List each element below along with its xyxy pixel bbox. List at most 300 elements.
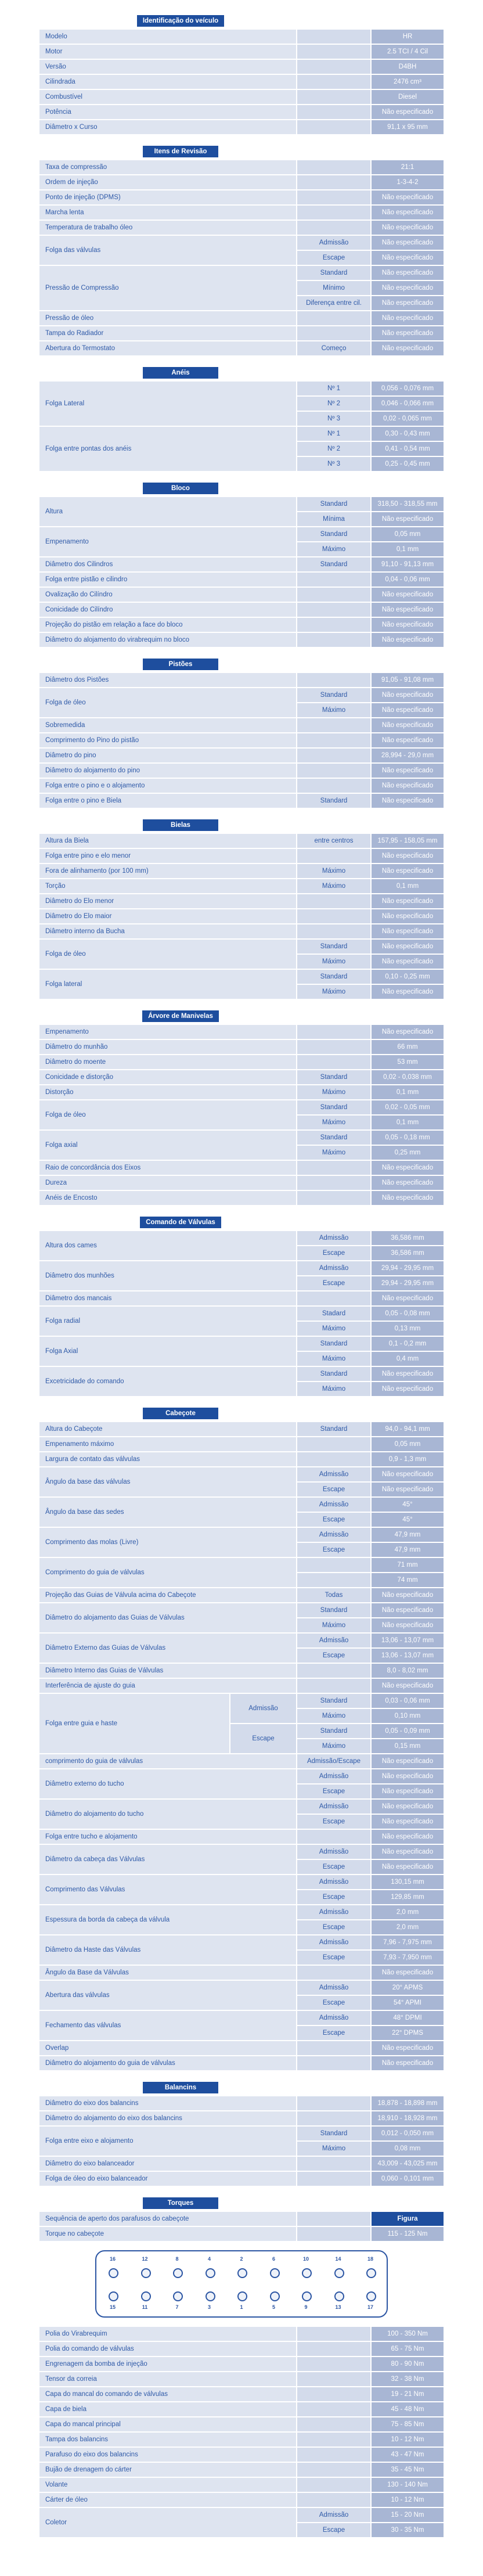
row-sublabel (297, 673, 370, 687)
row-label: Diâmetro x Curso (39, 120, 296, 134)
spec-row (39, 1131, 444, 1160)
row-value: 28,994 - 29,0 mm (372, 749, 444, 762)
row-value: 43 - 47 Nm (372, 2448, 444, 2462)
spec-row (39, 1769, 444, 1798)
row-value: Não especificado (372, 940, 444, 954)
spec-row (39, 1261, 444, 1290)
row-label: Diâmetro do eixo dos balancins (39, 2096, 296, 2110)
row-value: 0,046 - 0,066 mm (372, 397, 444, 411)
row-label: Folga entre pontas dos anéis (39, 427, 296, 471)
spec-subrow (297, 236, 444, 250)
row-value: 48° DPMI (372, 2011, 444, 2025)
spec-subrow (297, 749, 444, 762)
row-sublabel: Standard (297, 527, 370, 541)
spec-row (39, 1161, 444, 1175)
spec-row (39, 688, 444, 717)
row-label: Diâmetro do alojamento do virabrequim no bloco (39, 633, 296, 647)
spec-subrow (297, 326, 444, 340)
row-sublabel: Escape (297, 1785, 370, 1798)
row-sublabel (297, 764, 370, 778)
row-label: Diâmetro do eixo balanceador (39, 2157, 296, 2171)
spec-subrow (297, 2327, 444, 2341)
row-sublabel (297, 2327, 370, 2341)
row-value: Não especificado (372, 326, 444, 340)
spec-row (39, 2448, 444, 2462)
row-sublabel: Máximo (297, 985, 370, 999)
row-sublabel (297, 221, 370, 235)
row-label: Volante (39, 2478, 296, 2492)
row-sublabel: Standard (297, 266, 370, 280)
spec-subrow (297, 1845, 444, 1859)
spec-row (39, 326, 444, 340)
spec-row (39, 221, 444, 235)
spec-row (39, 2011, 444, 2040)
spec-row (39, 1754, 444, 1768)
row-value: Não especificado (372, 1800, 444, 1814)
spec-row (39, 749, 444, 762)
row-sublabel (297, 2111, 370, 2125)
row-value: Não especificado (372, 1769, 444, 1783)
row-sublabel (297, 1025, 370, 1039)
row-sublabel: Standard (297, 2127, 370, 2140)
spec-row (39, 849, 444, 863)
spec-subrow (297, 1890, 444, 1904)
spec-subrow (297, 1860, 444, 1874)
spec-row (39, 341, 444, 355)
row-value: 80 - 90 Nm (372, 2357, 444, 2371)
row-sublabel (297, 1573, 370, 1587)
row-sublabel: Standard (297, 497, 370, 511)
bolt-circle (237, 2291, 247, 2301)
spec-rows (39, 497, 444, 647)
row-value: 18,878 - 18,898 mm (372, 2096, 444, 2110)
row-label: Ângulo da base das válvulas (39, 1467, 296, 1496)
spec-subrow (297, 1382, 444, 1396)
bolt-circle (366, 2268, 376, 2278)
spec-subrow (297, 382, 444, 395)
spec-subrow (297, 703, 444, 717)
spec-row (39, 1367, 444, 1396)
spec-row (39, 1307, 444, 1336)
row-value: 0,012 - 0,050 mm (372, 2127, 444, 2140)
row-sublabel: Mínima (297, 512, 370, 526)
spec-row (39, 588, 444, 602)
spec-subrow (297, 2096, 444, 2110)
row-value: Não especificado (372, 311, 444, 325)
row-value: 75 - 85 Nm (372, 2417, 444, 2431)
spec-subrow (297, 909, 444, 923)
row-sublabel (297, 175, 370, 189)
row-sublabel (297, 1176, 370, 1190)
bolt-number: 5 (272, 2304, 275, 2310)
row-sublabel (297, 206, 370, 220)
row-value: 18,910 - 18,928 mm (372, 2111, 444, 2125)
bolt-circle (173, 2291, 183, 2301)
row-sublabel (297, 1679, 370, 1693)
spec-row (39, 1935, 444, 1965)
spec-rows (39, 1422, 444, 2070)
spec-subrow (297, 673, 444, 687)
row-value: 53 mm (372, 1055, 444, 1069)
row-value: 20° APMS (372, 1981, 444, 1995)
spec-row (39, 2327, 444, 2341)
row-label: Folga radial (39, 1307, 296, 1336)
row-value: 13,06 - 13,07 mm (372, 1649, 444, 1663)
row-label: Diâmetro do alojamento das Guias de Válvulas (39, 1603, 296, 1632)
spec-row (39, 1422, 444, 1436)
row-label: Folga das válvulas (39, 236, 296, 265)
row-label: Comprimento das molas (Livre) (39, 1528, 296, 1557)
row-label: Motor (39, 45, 296, 59)
row-sublabel: Escape (297, 1649, 370, 1663)
row-value: 0,25 mm (372, 1146, 444, 1160)
row-sublabel (297, 779, 370, 793)
spec-row (39, 1830, 444, 1844)
row-label: Anéis de Encosto (39, 1191, 296, 1205)
row-sublabel: Máximo (297, 1352, 370, 1366)
row-label: Polia do comando de válvulas (39, 2342, 296, 2356)
row-sublabel: Nº 3 (297, 457, 370, 471)
row-label: Folga entre tucho e alojamento (39, 1830, 296, 1844)
bolt-number: 7 (175, 2304, 179, 2310)
row-value: 10 - 12 Nm (372, 2433, 444, 2447)
row-sublabel: entre centros (297, 834, 370, 848)
row-label: Ângulo da Base da Válvulas (39, 1966, 296, 1980)
row-sublabel: Admissão (297, 1231, 370, 1245)
row-sublabel (297, 2227, 370, 2241)
section-header-wrap (39, 819, 322, 831)
row-sublabel: Standard (297, 970, 370, 984)
spec-subrow (297, 894, 444, 908)
spec-subrow (297, 1634, 444, 1647)
spec-row (39, 603, 444, 617)
row-sublabel (297, 2372, 370, 2386)
row-label: Comprimento das Válvulas (39, 1875, 296, 1904)
row-value: 0,08 mm (372, 2142, 444, 2156)
spec-row (39, 2372, 444, 2386)
row-value: Não especificado (372, 603, 444, 617)
spec-row (39, 2157, 444, 2171)
row-label: Folga entre pino e elo menor (39, 849, 296, 863)
spec-row (39, 2508, 444, 2537)
spec-row (39, 1603, 444, 1632)
row-value: 0,05 - 0,08 mm (372, 1307, 444, 1321)
section-header: Identificação do veículo (137, 15, 224, 27)
row-label: Folga Lateral (39, 382, 296, 426)
row-sublabel: Escape (297, 1483, 370, 1496)
spec-subrow (297, 1176, 444, 1190)
spec-subrow (297, 1146, 444, 1160)
spec-row (39, 2433, 444, 2447)
spec-subrow (297, 1040, 444, 1054)
bolt-number: 2 (240, 2256, 243, 2262)
row-value: 74 mm (372, 1573, 444, 1587)
spec-row (39, 2463, 444, 2477)
row-sublabel (297, 749, 370, 762)
row-value: 129,85 mm (372, 1890, 444, 1904)
spec-row (39, 382, 444, 426)
section-header-wrap (39, 2197, 322, 2209)
row-sublabel (297, 2041, 370, 2055)
row-sublabel (297, 1830, 370, 1844)
spec-subrow (297, 1724, 444, 1738)
spec-subrow (297, 2523, 444, 2537)
row-sublabel (297, 30, 370, 44)
row-value: 0,1 mm (372, 879, 444, 893)
spec-row (39, 1905, 444, 1934)
row-sublabel (297, 2172, 370, 2186)
section-header: Itens de Revisão (143, 146, 218, 157)
spec-subrow (297, 1785, 444, 1798)
row-label: Diâmetro Interno das Guias de Válvulas (39, 1664, 296, 1678)
spec-subrow (297, 849, 444, 863)
row-sublabel: Máximo (297, 955, 370, 969)
spec-row (39, 1875, 444, 1904)
row-sublabel (297, 2402, 370, 2416)
row-label: Cilindrada (39, 75, 296, 89)
row-sublabel: Standard (297, 1337, 370, 1351)
spec-row (39, 940, 444, 969)
spec-subrow (297, 512, 444, 526)
row-sublabel: Escape (297, 2026, 370, 2040)
section-header-wrap (39, 1217, 322, 1228)
spec-subrow (297, 1422, 444, 1436)
row-value: Não especificado (372, 266, 444, 280)
row-sublabel: Standard (297, 688, 370, 702)
bolt-number: 3 (207, 2304, 211, 2310)
row-label: Tensor da correia (39, 2372, 296, 2386)
bolt-number: 8 (175, 2256, 179, 2262)
spec-rows (39, 2096, 444, 2186)
spec-row (39, 1588, 444, 1602)
spec-subrow (297, 1100, 444, 1114)
section-header: Cabeçote (143, 1408, 218, 1419)
row-value: 130,15 mm (372, 1875, 444, 1889)
row-value: Não especificado (372, 251, 444, 265)
row-label: Comprimento do Pino do pistão (39, 733, 296, 747)
row-value: Não especificado (372, 1588, 444, 1602)
spec-subrow (297, 2157, 444, 2171)
row-label: Parafuso do eixo dos balancins (39, 2448, 296, 2462)
row-sublabel (297, 90, 370, 104)
row-sublabel: Escape (297, 1951, 370, 1965)
bolt-circle (141, 2268, 151, 2278)
bolt-number: 13 (335, 2304, 341, 2310)
spec-subrow (297, 311, 444, 325)
spec-row (39, 30, 444, 44)
row-sublabel (297, 2157, 370, 2171)
spec-row (39, 2357, 444, 2371)
row-label: Coletor (39, 2508, 296, 2537)
bolt-circle (206, 2291, 215, 2301)
row-value: 1-3-4-2 (372, 175, 444, 189)
row-value: 0,10 mm (372, 1709, 444, 1723)
bolt-circle (302, 2268, 312, 2278)
spec-subrow (297, 457, 444, 471)
row-value: Não especificado (372, 733, 444, 747)
spec-row (39, 1694, 444, 1753)
row-value: Não especificado (372, 1467, 444, 1481)
row-value: Não especificado (372, 985, 444, 999)
row-sublabel: Admissão (297, 1498, 370, 1512)
row-label: Capa do mancal principal (39, 2417, 296, 2431)
spec-subrow (297, 1322, 444, 1336)
row-sublabel (297, 924, 370, 938)
row-value: 0,1 mm (372, 542, 444, 556)
row-label: Ponto de injeção (DPMS) (39, 190, 296, 204)
row-value: Não especificado (372, 341, 444, 355)
row-value: 0,13 mm (372, 1322, 444, 1336)
spec-row (39, 60, 444, 74)
row-sublabel: Admissão (297, 1875, 370, 1889)
spec-subrow (297, 527, 444, 541)
row-value: 0,4 mm (372, 1352, 444, 1366)
spec-row (39, 75, 444, 89)
row-sublabel (297, 573, 370, 587)
row-value: Não especificado (372, 864, 444, 878)
spec-subrow (297, 2372, 444, 2386)
row-value: 0,41 - 0,54 mm (372, 442, 444, 456)
row-sublabel: Máximo (297, 1146, 370, 1160)
row-value: Não especificado (372, 1618, 444, 1632)
row-sublabel: Escape (297, 1996, 370, 2010)
spec-subrow (297, 45, 444, 59)
spec-subrow (297, 733, 444, 747)
row-sublabel: Começo (297, 341, 370, 355)
spec-subrow (297, 296, 444, 310)
row-value: Não especificado (372, 703, 444, 717)
row-value: 0,9 - 1,3 mm (372, 1452, 444, 1466)
spec-subrow (297, 2508, 444, 2522)
spec-subrow (297, 1664, 444, 1678)
spec-subrow (297, 2142, 444, 2156)
row-value: 0,10 - 0,25 mm (372, 970, 444, 984)
row-sublabel: Máximo (297, 879, 370, 893)
row-sublabel: Standard (297, 1694, 370, 1708)
row-sublabel (297, 1055, 370, 1069)
spec-row (39, 45, 444, 59)
row-value: 318,50 - 318,55 mm (372, 497, 444, 511)
row-label: Diâmetro do alojamento do guia de válvulas (39, 2056, 296, 2070)
row-label: Folga Axial (39, 1337, 296, 1366)
spec-subrow (297, 2402, 444, 2416)
row-sublabel (297, 2212, 370, 2226)
section-header-wrap (39, 15, 322, 27)
row-value: 157,95 - 158,05 mm (372, 834, 444, 848)
section-header-wrap (39, 2082, 322, 2093)
row-label: Diâmetro Externo das Guias de Válvulas (39, 1634, 296, 1663)
spec-row (39, 1467, 444, 1496)
row-sublabel (297, 849, 370, 863)
row-label: Fechamento das válvulas (39, 2011, 296, 2040)
spec-subrow (297, 1307, 444, 1321)
row-sublabel (297, 894, 370, 908)
row-value: Não especificado (372, 1815, 444, 1829)
row-value: Não especificado (372, 909, 444, 923)
row-value: Não especificado (372, 894, 444, 908)
row-label: Diâmetro do pino (39, 749, 296, 762)
row-sublabel: Stadard (297, 1307, 370, 1321)
row-sublabel (297, 2342, 370, 2356)
row-value: 54° APMI (372, 1996, 444, 2010)
row-label: Ângulo da base das sedes (39, 1498, 296, 1527)
row-value: Não especificado (372, 1845, 444, 1859)
row-label: Largura de contato das válvulas (39, 1452, 296, 1466)
spec-subrow (297, 2011, 444, 2025)
row-value: Não especificado (372, 105, 444, 119)
spec-row (39, 2172, 444, 2186)
spec-row (39, 1437, 444, 1451)
spec-subrow (297, 2127, 444, 2140)
row-value: 0,03 - 0,06 mm (372, 1694, 444, 1708)
section-header: Torques (143, 2197, 218, 2209)
spec-row (39, 1528, 444, 1557)
row-sublabel: Admissão (297, 236, 370, 250)
spec-row (39, 427, 444, 471)
spec-subrow (297, 1467, 444, 1481)
row-label: Diâmetro do moente (39, 1055, 296, 1069)
row-value: Não especificado (372, 1785, 444, 1798)
spec-row (39, 1800, 444, 1829)
spec-subrow (297, 603, 444, 617)
row-label: Diâmetro do alojamento do pino (39, 764, 296, 778)
row-sublabel: Standard (297, 1100, 370, 1114)
figura-link[interactable]: Figura (372, 2212, 444, 2226)
row-value: Não especificado (372, 1966, 444, 1980)
row-value: Não especificado (372, 2041, 444, 2055)
spec-subrow (297, 281, 444, 295)
spec-subrow (297, 1800, 444, 1814)
row-sublabel (297, 1966, 370, 1980)
row-value: 7,96 - 7,975 mm (372, 1935, 444, 1949)
row-sublabel: Admissão (297, 1467, 370, 1481)
spec-row (39, 1337, 444, 1366)
spec-rows (39, 2327, 444, 2537)
row-value: Não especificado (372, 849, 444, 863)
row-label: Torção (39, 879, 296, 893)
spec-row (39, 1025, 444, 1039)
spec-subrow (297, 779, 444, 793)
row-value: Não especificado (372, 794, 444, 808)
row-label: Folga entre o pino e o alojamento (39, 779, 296, 793)
row-sublabel: Escape (297, 1513, 370, 1527)
spec-row (39, 2493, 444, 2507)
row-sublabel (297, 1437, 370, 1451)
spec-row (39, 2417, 444, 2431)
bolt-number: 16 (109, 2256, 116, 2262)
row-label: Folga de óleo (39, 688, 296, 717)
spec-subrow (297, 2111, 444, 2125)
bolt-circle (173, 2268, 183, 2278)
spec-subrow (297, 688, 444, 702)
spec-row (39, 557, 444, 571)
spec-row (39, 1291, 444, 1305)
spec-row (39, 794, 444, 808)
row-value: Diesel (372, 90, 444, 104)
spec-subrow (297, 970, 444, 984)
row-label: Diâmetro interno da Bucha (39, 924, 296, 938)
bolt-circle (237, 2268, 247, 2278)
row-value: Não especificado (372, 1191, 444, 1205)
row-label: Diâmetro do Elo menor (39, 894, 296, 908)
bolt-circle (109, 2291, 118, 2301)
row-value: Não especificado (372, 955, 444, 969)
row-sublabel: Standard (297, 1422, 370, 1436)
row-value: 0,30 - 0,43 mm (372, 427, 444, 441)
section-header: Bloco (143, 483, 218, 494)
row-label: Diâmetro do Elo maior (39, 909, 296, 923)
row-label: Altura da Biela (39, 834, 296, 848)
